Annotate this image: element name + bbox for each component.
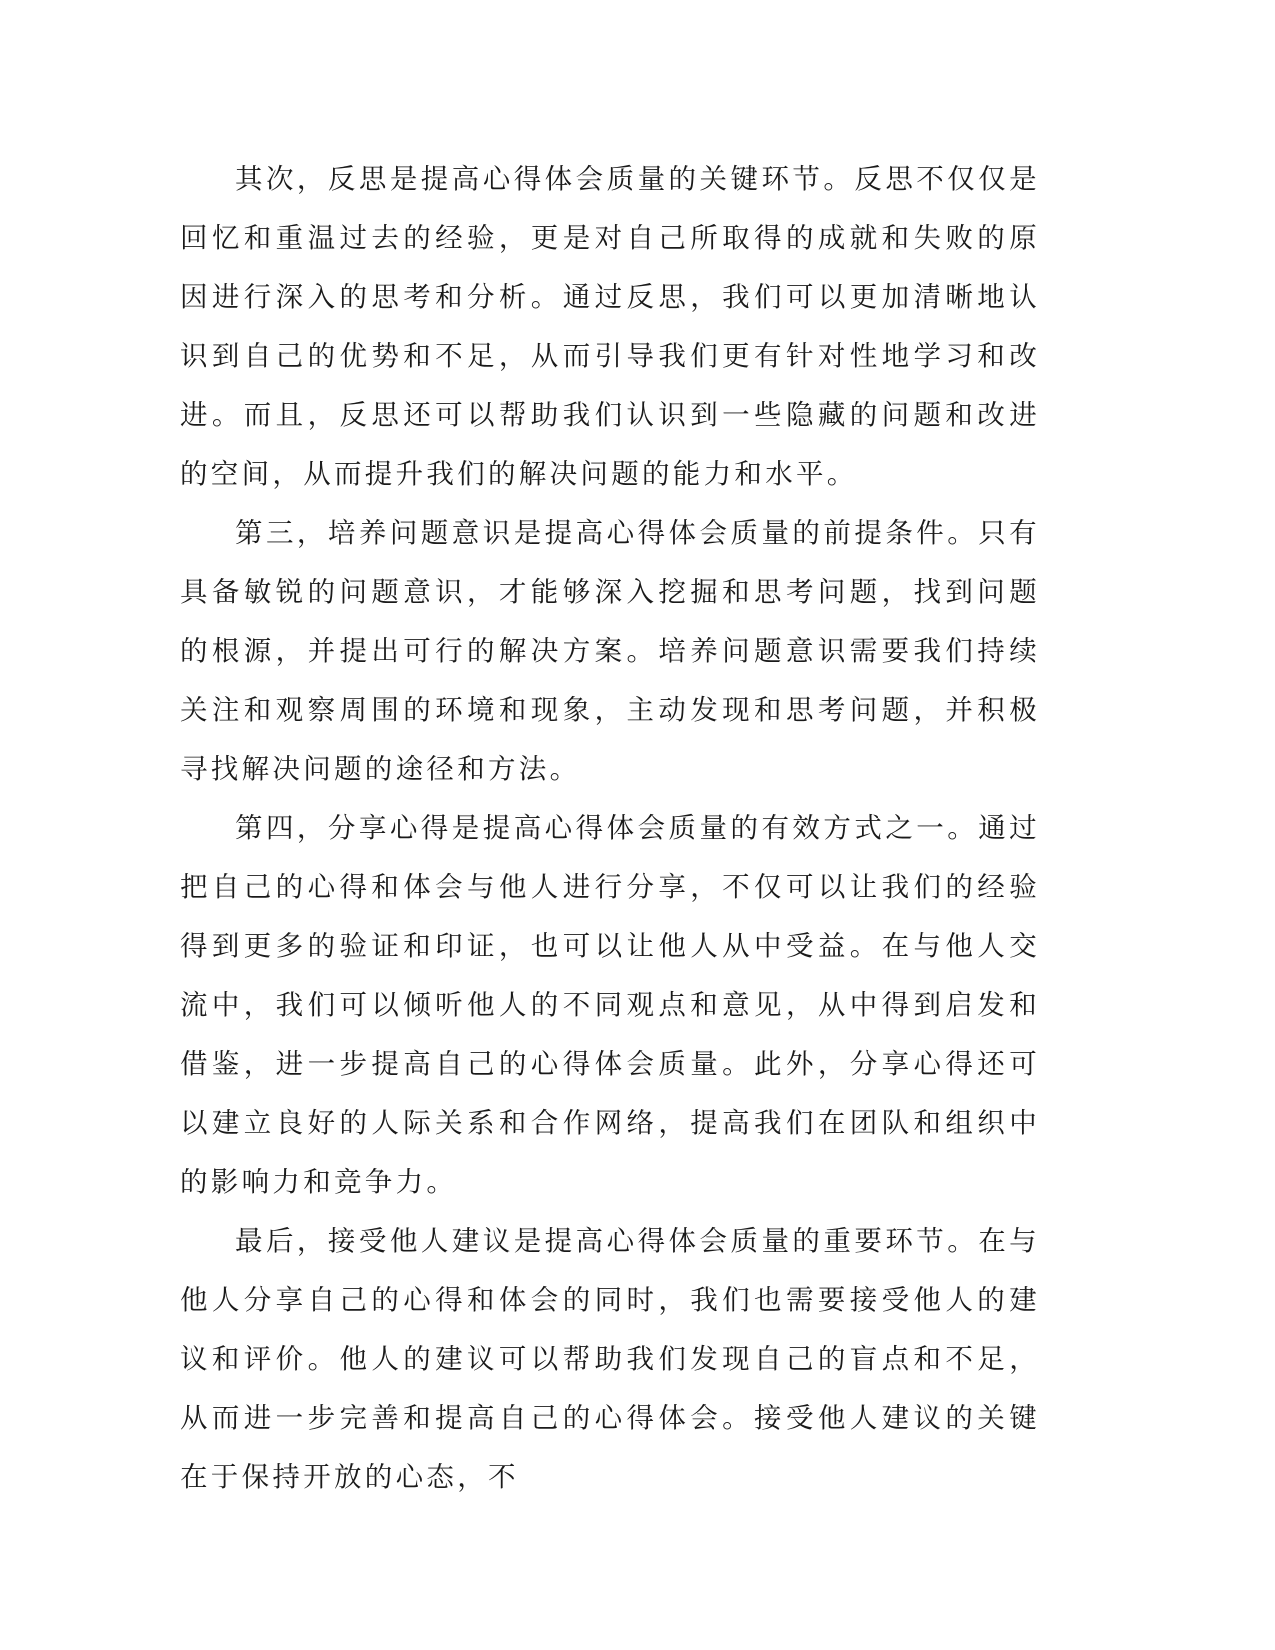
paragraph-sharing: 第四，分享心得是提高心得体会质量的有效方式之一。通过把自己的心得和体会与他人进行分享，不仅可以让我们的经验得到更多的验证和印证，也可以让他人从中受益。在与他人交流中，我们可以倾听他人的不同观点和意见，从中得到启发和借鉴，进一步提高自己的心得体会质量。此外，分享心得还可以建立良好的人际关系和合作网络，提高我们在团队和组织中的影响力和竞争力。 xyxy=(180,812,1040,1198)
paragraph-accepting-advice: 最后，接受他人建议是提高心得体会质量的重要环节。在与他人分享自己的心得和体会的同时，我们也需要接受他人的建议和评价。他人的建议可以帮助我们发现自己的盲点和不足，从而进一步完善和提高自己的心得体会。接受他人建议的关键在于保持开放的心态，不 xyxy=(180,1225,1040,1493)
paragraph-problem-awareness: 第三，培养问题意识是提高心得体会质量的前提条件。只有具备敏锐的问题意识，才能够深入挖掘和思考问题，找到问题的根源，并提出可行的解决方案。培养问题意识需要我们持续关注和观察周围的环境和现象，主动发现和思考问题，并积极寻找解决问题的途径和方法。 xyxy=(180,517,1040,785)
document-body xyxy=(180,150,1040,1507)
paragraph-reflection: 其次，反思是提高心得体会质量的关键环节。反思不仅仅是回忆和重温过去的经验，更是对自己所取得的成就和失败的原因进行深入的思考和分析。通过反思，我们可以更加清晰地认识到自己的优势和不足，从而引导我们更有针对性地学习和改进。而且，反思还可以帮助我们认识到一些隐藏的问题和改进的空间，从而提升我们的解决问题的能力和水平。 xyxy=(180,163,1040,490)
